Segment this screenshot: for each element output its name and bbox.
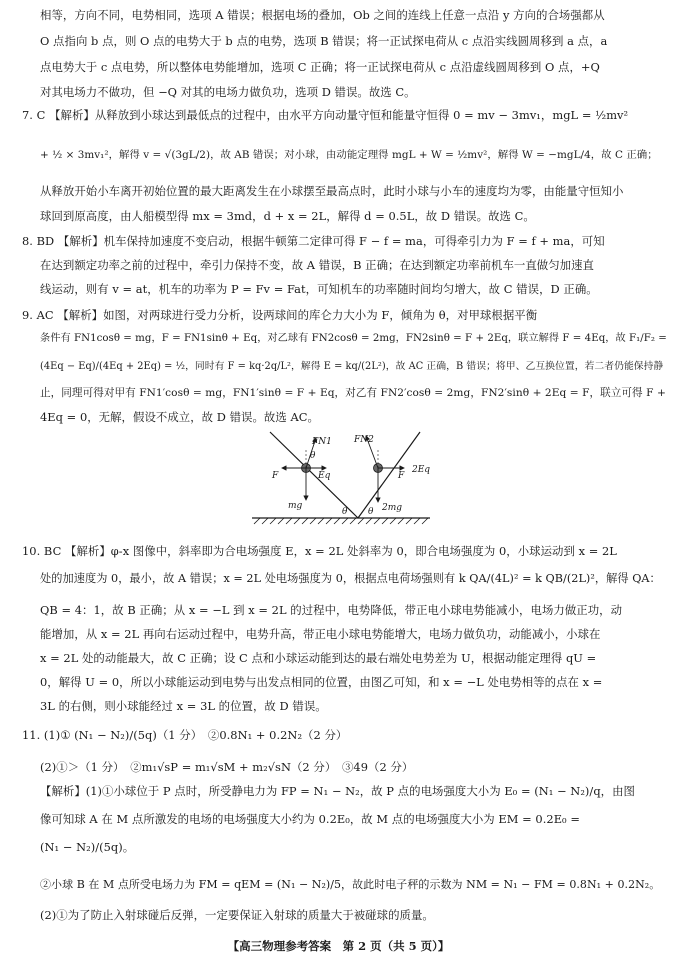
text-line: 止，同理可得对甲有 FN1′cosθ = mg，FN1′sinθ = F + Eq，对乙有 FN2′cosθ = 2mg，FN2′sinθ + 2Eq = F，联立可得 F + bbox=[40, 387, 666, 399]
label-fn2: FN2 bbox=[354, 435, 374, 445]
text-line: (2)①＞（1 分） ②m₁√sP = m₁√sM + m₂√sN（2 分） ③49（2 分） bbox=[40, 760, 414, 774]
text-line: 处的加速度为 0，最小，故 A 错误；x = 2L 处电场强度为 0，根据点电荷场强则有 k QA/(4L)² = k QB/(2L)²，解得 QA： bbox=[40, 572, 661, 585]
label-theta-1: θ bbox=[310, 451, 316, 461]
text-line: O 点指向 b 点，则 O 点的电势大于 b 点的电势，选项 B 错误；将一正试探电荷从 c 点沿实线圆周移到 a 点，a bbox=[40, 34, 608, 48]
text-line: 能增加，从 x = 2L 再向右运动过程中，电势升高，带正电小球电势能增大，电场力做负功，动能减小，小球在 bbox=[40, 627, 601, 641]
text-line: 0，解得 U = 0，所以小球能运动到电势与出发点相同的位置，由图乙可知，和 x = −L 处电势相等的点在 x = bbox=[40, 675, 603, 689]
text-line: + ½ × 3mv₁²，解得 v = √(3gL/2)，故 AB 错误；对小球，由动能定理得 mgL + W = ½mv²，解得 W = −mgL/4，故 C 正确； bbox=[40, 149, 658, 161]
text-line: 线运动，则有 v = at，机车的功率为 P = Fv = Fat，可知机车的功率随时间均匀增大，故 C 错误，D 正确。 bbox=[40, 282, 598, 296]
text-line: 在达到额定功率之前的过程中，牵引力保持不变，故 A 错误，B 正确；在达到额定功率前机车一直做匀加速直 bbox=[40, 258, 594, 272]
text-line: 【解析】(1)①小球位于 P 点时，所受静电力为 FP = N₁ − N₂，故 P 点的电场强度大小为 E₀ = (N₁ − N₂)/q，由图 bbox=[40, 784, 635, 798]
label-theta-3: θ bbox=[368, 507, 374, 517]
label-mg: mg bbox=[288, 501, 303, 511]
text-line: 球回到原高度，由人船模型得 mx = 3md，d + x = 2L，解得 d = 0.5L，故 D 错误。故选 C。 bbox=[40, 209, 535, 223]
text-line: 11. (1)① (N₁ − N₂)/(5q)（1 分） ②0.8N₁ + 0.2N₂（2 分） bbox=[22, 728, 348, 742]
text-line: ②小球 B 在 M 点所受电场力为 FM = qEM = (N₁ − N₂)/5，故此时电子秤的示数为 NM = N₁ − FM = 0.8N₁ + 0.2N₂。 bbox=[40, 878, 661, 891]
label-eq: Eq bbox=[318, 471, 331, 481]
text-line: 相等，方向不同，电势相同，选项 A 错误；根据电场的叠加，Ob 之间的连线上任意一点沿 y 方向的合场强都从 bbox=[40, 8, 605, 22]
text-line: 对其电场力不做功，但 −Q 对其的电场力做负功，选项 D 错误。故选 C。 bbox=[40, 85, 416, 99]
text-line: 点电势大于 c 点电势，所以整体电势能增加，选项 C 正确；将一正试探电荷从 c 点沿虚线圆周移到 O 点，+Q bbox=[40, 60, 600, 74]
text-line: (2)①为了防止入射球碰后反弹，一定要保证入射球的质量大于被碰球的质量。 bbox=[40, 908, 434, 922]
text-line: 10. BC 【解析】φ-x 图像中，斜率即为合电场强度 E，x = 2L 处斜率为 0，即合电场强度为 0，小球运动到 x = 2L bbox=[22, 544, 617, 558]
label-theta-2: θ bbox=[342, 507, 348, 517]
text-line: 9. AC 【解析】如图，对两球进行受力分析，设两球间的库仑力大小为 F，倾角为 θ，对甲球根据平衡 bbox=[22, 308, 538, 322]
text-line: x = 2L 处的动能最大，故 C 正确；设 C 点和小球运动能到达的最右端处电势差为 U，根据动能定理得 qU = bbox=[40, 651, 597, 665]
label-f-left: F bbox=[272, 471, 279, 481]
label-f-right: F bbox=[398, 471, 405, 481]
text-line: 3L 的右侧，则小球能经过 x = 3L 的位置，故 D 错误。 bbox=[40, 699, 327, 713]
text-line: QB = 4：1，故 B 正确；从 x = −L 到 x = 2L 的过程中，电势降低，带正电小球电势能减小，电场力做正功，动 bbox=[40, 603, 623, 617]
text-line: 7. C 【解析】从释放到小球达到最低点的过程中，由水平方向动量守恒和能量守恒得 0 = mv − 3mv₁，mgL = ½mv² bbox=[22, 108, 629, 122]
force-diagram bbox=[248, 428, 434, 530]
text-line: 条件有 FN1cosθ = mg，F = FN1sinθ + Eq，对乙球有 FN2cosθ = 2mg，FN2sinθ = F + 2Eq，联立解得 F = 4Eq，故 F₁/F₂ = bbox=[40, 333, 667, 344]
label-2eq: 2Eq bbox=[412, 465, 431, 475]
page-footer: 【高三物理参考答案 第 2 页（共 5 页）】 bbox=[227, 939, 450, 953]
label-2mg: 2mg bbox=[382, 503, 403, 513]
label-fn1: FN1 bbox=[312, 437, 332, 447]
text-line: (N₁ − N₂)/(5q)。 bbox=[40, 840, 135, 854]
text-line: 4Eq = 0，无解，假设不成立，故 D 错误。故选 AC。 bbox=[40, 410, 319, 424]
text-line: (4Eq − Eq)/(4Eq + 2Eq) = ½，同时有 F = kq·2q/L²，解得 E = kq/(2L²)，故 AC 正确，B 错误；将甲、乙互换位置，若二者仍能保持静 bbox=[40, 361, 664, 372]
text-line: 从释放开始小车离开初始位置的最大距离发生在小球摆至最高点时，此时小球与小车的速度均为零，由能量守恒知小 bbox=[40, 184, 624, 198]
text-line: 像可知球 A 在 M 点所激发的电场的电场强度大小约为 0.2E₀，故 M 点的电场强度大小为 EM = 0.2E₀ = bbox=[40, 812, 580, 826]
text-line: 8. BD 【解析】机车保持加速度不变启动，根据牛顿第二定律可得 F − f = ma，可得牵引力为 F = f + ma，可知 bbox=[22, 234, 605, 248]
